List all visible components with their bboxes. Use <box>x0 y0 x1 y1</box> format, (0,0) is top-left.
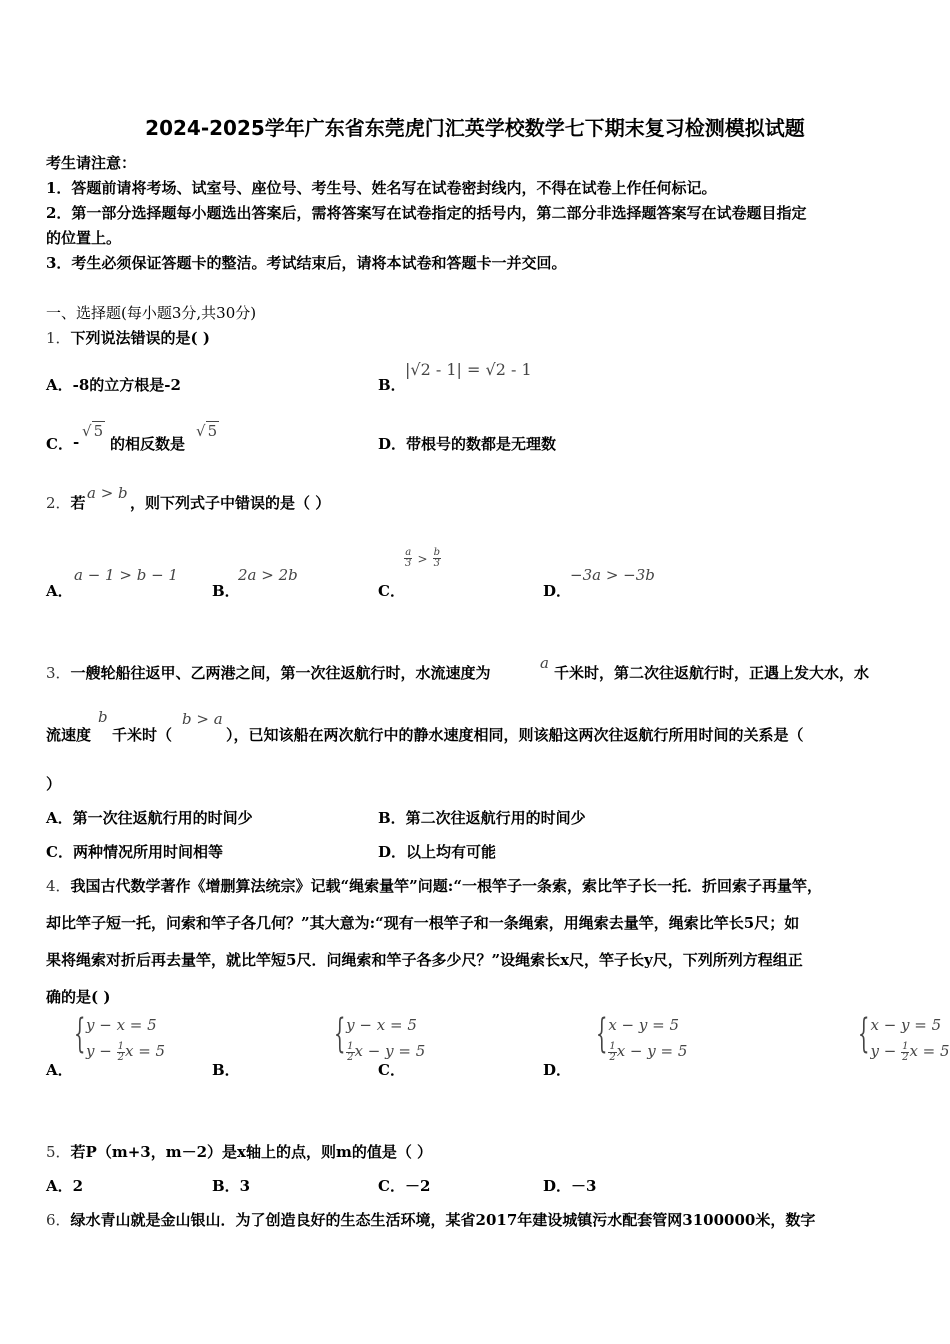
question-text: 下列说法错误的是( ) <box>70 329 210 347</box>
q3-option-b: B．第二次往返航行用的时间少 <box>378 809 586 827</box>
option-label: D． <box>378 435 407 453</box>
equation-row: y − x = 5 <box>86 1016 157 1034</box>
greater-than: > <box>417 552 428 566</box>
var-b: b <box>98 708 108 726</box>
section-heading: 一、选择题(每小题3分,共30分) <box>46 304 257 322</box>
question-6 <box>46 1209 815 1230</box>
q2-option-c-math <box>404 548 441 569</box>
question-number: 6． <box>46 1211 71 1229</box>
question-text-pre: 若 <box>70 494 86 512</box>
q4-option-a-label: A． <box>46 1061 73 1079</box>
q4-line-2: 却比竿子短一托，问索和竿子各几何？”其大意为:“现有一根竿子和一条绳索，用绳索去量竿，绳索比竿长5尺；如 <box>46 914 800 932</box>
q3-line-3: ） <box>46 775 62 793</box>
q4-option-d-label: D． <box>543 1061 572 1079</box>
denominator: 2 <box>902 1051 909 1063</box>
q4-line-3: 果将绳索对折后再去量竿，就比竿短5尺．问绳索和竿子各多少尺？”设绳索长x尺，竿子长y尺，下列所列方程组正 <box>46 951 803 969</box>
denominator: 3 <box>433 558 441 569</box>
term: x − y = 5 <box>616 1042 688 1060</box>
denominator: 2 <box>117 1051 124 1063</box>
q3-condition-math: b > a <box>182 710 223 728</box>
q3-line-1 <box>46 662 491 683</box>
notice-item-3: 3．考生必须保证答题卡的整洁。考试结束后，请将本试卷和答题卡一并交回。 <box>46 254 567 272</box>
q2-option-d-math: −3a > −3b <box>570 566 655 584</box>
sqrt-5-expression: √ 5 <box>82 422 104 440</box>
denominator: 2 <box>609 1051 616 1063</box>
question-1 <box>46 327 210 348</box>
option-text: 带根号的数都是无理数 <box>406 435 557 453</box>
question-text: 一艘轮船往返甲、乙两港之间，第一次往返航行时，水流速度为 <box>70 664 491 682</box>
q3-line-2a: 流速度 <box>46 726 92 744</box>
numerator: 1 <box>902 1040 909 1052</box>
denominator: 3 <box>405 558 412 569</box>
option-label: A． <box>46 376 73 394</box>
equation-row: x − y = 5 <box>870 1016 942 1034</box>
q3-line-2c: ），已知该船在两次航行中的静水速度相同，则该船这两次往返航行所用时间的关系是（ <box>226 726 804 744</box>
radicand: 5 <box>93 422 104 440</box>
equation-row <box>870 1038 949 1064</box>
term: x − y = 5 <box>354 1042 426 1060</box>
q1-option-b-math: |√2 - 1| = √2 - 1 <box>405 360 532 379</box>
brace-icon: { <box>858 1011 870 1057</box>
q3-option-c: C．两种情况所用时间相等 <box>46 843 223 861</box>
question-number: 1． <box>46 329 71 347</box>
fraction <box>608 1042 616 1063</box>
q1-option-a <box>46 374 181 395</box>
sqrt-5-expression-2: √ 5 <box>196 422 218 440</box>
term: x = 5 <box>909 1042 950 1060</box>
numerator: 1 <box>347 1040 354 1052</box>
option-text: -8的立方根是-2 <box>72 376 181 394</box>
page-title: 2024-2025学年广东省东莞虎门汇英学校数学七下期末复习检测模拟试题 <box>145 116 805 140</box>
q2-option-d-label: D． <box>543 582 572 600</box>
question-number: 4． <box>46 877 71 895</box>
q4-option-a-system <box>74 1012 165 1064</box>
q4-option-b-label: B． <box>212 1061 240 1079</box>
q4-option-c-label: C． <box>378 1061 405 1079</box>
q1-option-c-label: C． <box>46 435 73 453</box>
equation-row <box>86 1038 165 1064</box>
q2-option-c-label: C． <box>378 582 405 600</box>
numerator: 1 <box>117 1040 124 1052</box>
numerator: 1 <box>609 1040 616 1052</box>
q3-option-a: A．第一次往返航行用的时间少 <box>46 809 253 827</box>
var-a: a <box>540 654 549 672</box>
q1-option-c-minus: - <box>73 433 80 451</box>
q2-condition-math: a > b <box>87 484 128 502</box>
q5-option-d: D．－3 <box>543 1177 597 1195</box>
notice-item-1: 1．答题前请将考场、试室号、座位号、考生号、姓名写在试卷密封线内，不得在试卷上作任何标记。 <box>46 179 717 197</box>
fraction <box>404 548 412 569</box>
equation-row: x − y = 5 <box>608 1016 680 1034</box>
q5-option-c: C．－2 <box>378 1177 431 1195</box>
numerator: b <box>433 547 441 558</box>
notice-item-2: 2．第一部分选择题每小题选出答案后，需将答案写在试卷指定的括号内，第二部分非选择题答案写在试卷题目指定 <box>46 204 807 222</box>
notice-item-2-cont: 的位置上。 <box>46 229 122 247</box>
q4-line-4: 确的是( ) <box>46 988 111 1006</box>
notice-heading: 考生请注意： <box>46 154 137 172</box>
question-text: 若P（m+3，m－2）是x轴上的点，则m的值是（ ） <box>70 1143 433 1161</box>
numerator: a <box>405 547 412 558</box>
q1-option-b-label: B． <box>378 376 406 394</box>
fraction <box>433 548 441 569</box>
question-5 <box>46 1141 432 1162</box>
q2-option-b-math: 2a > 2b <box>238 566 298 584</box>
q1-option-d <box>378 433 556 454</box>
brace-icon: { <box>334 1011 346 1057</box>
q3-line-1-cont: 千米时，第二次往返航行时，正遇上发大水，水 <box>554 664 870 682</box>
q3-option-d: D．以上均有可能 <box>378 843 497 861</box>
fraction <box>117 1042 125 1063</box>
denominator: 2 <box>347 1051 354 1063</box>
term: y − <box>870 1042 902 1060</box>
q4-option-d-system <box>858 1012 949 1064</box>
term: x = 5 <box>124 1042 166 1060</box>
question-text: 我国古代数学著作《增删算法统宗》记载“绳索量竿”问题:“一根竿子一条索，索比竿子长一托．折回索子再量竿， <box>70 877 822 895</box>
q5-option-a: A．2 <box>46 1177 84 1195</box>
q3-line-2b: 千米时（ <box>112 726 173 744</box>
brace-icon: { <box>596 1011 608 1057</box>
equation-row <box>608 1038 687 1064</box>
question-2 <box>46 492 86 513</box>
equation-row: y − x = 5 <box>346 1016 417 1034</box>
question-number: 2． <box>46 494 71 512</box>
question-number: 5． <box>46 1143 71 1161</box>
q4-option-b-system <box>334 1012 425 1064</box>
question-number: 3． <box>46 664 71 682</box>
q2-option-b-label: B． <box>212 582 240 600</box>
q1-option-c-text: 的相反数是 <box>110 435 186 453</box>
q4-option-c-system <box>596 1012 687 1064</box>
brace-icon: { <box>74 1011 86 1057</box>
term: y − <box>86 1042 117 1060</box>
q4-line-1 <box>46 875 822 896</box>
q5-option-b: B．3 <box>212 1177 251 1195</box>
q2-option-a-label: A． <box>46 582 73 600</box>
radicand: 5 <box>207 422 218 440</box>
question-text: 绿水青山就是金山银山．为了创造良好的生态生活环境，某省2017年建设城镇污水配套管网3100000米，数字 <box>70 1211 816 1229</box>
q2-option-a-math: a − 1 > b − 1 <box>74 566 178 584</box>
q2-text-post: ，则下列式子中错误的是（ ） <box>130 494 331 512</box>
fraction <box>346 1042 354 1063</box>
